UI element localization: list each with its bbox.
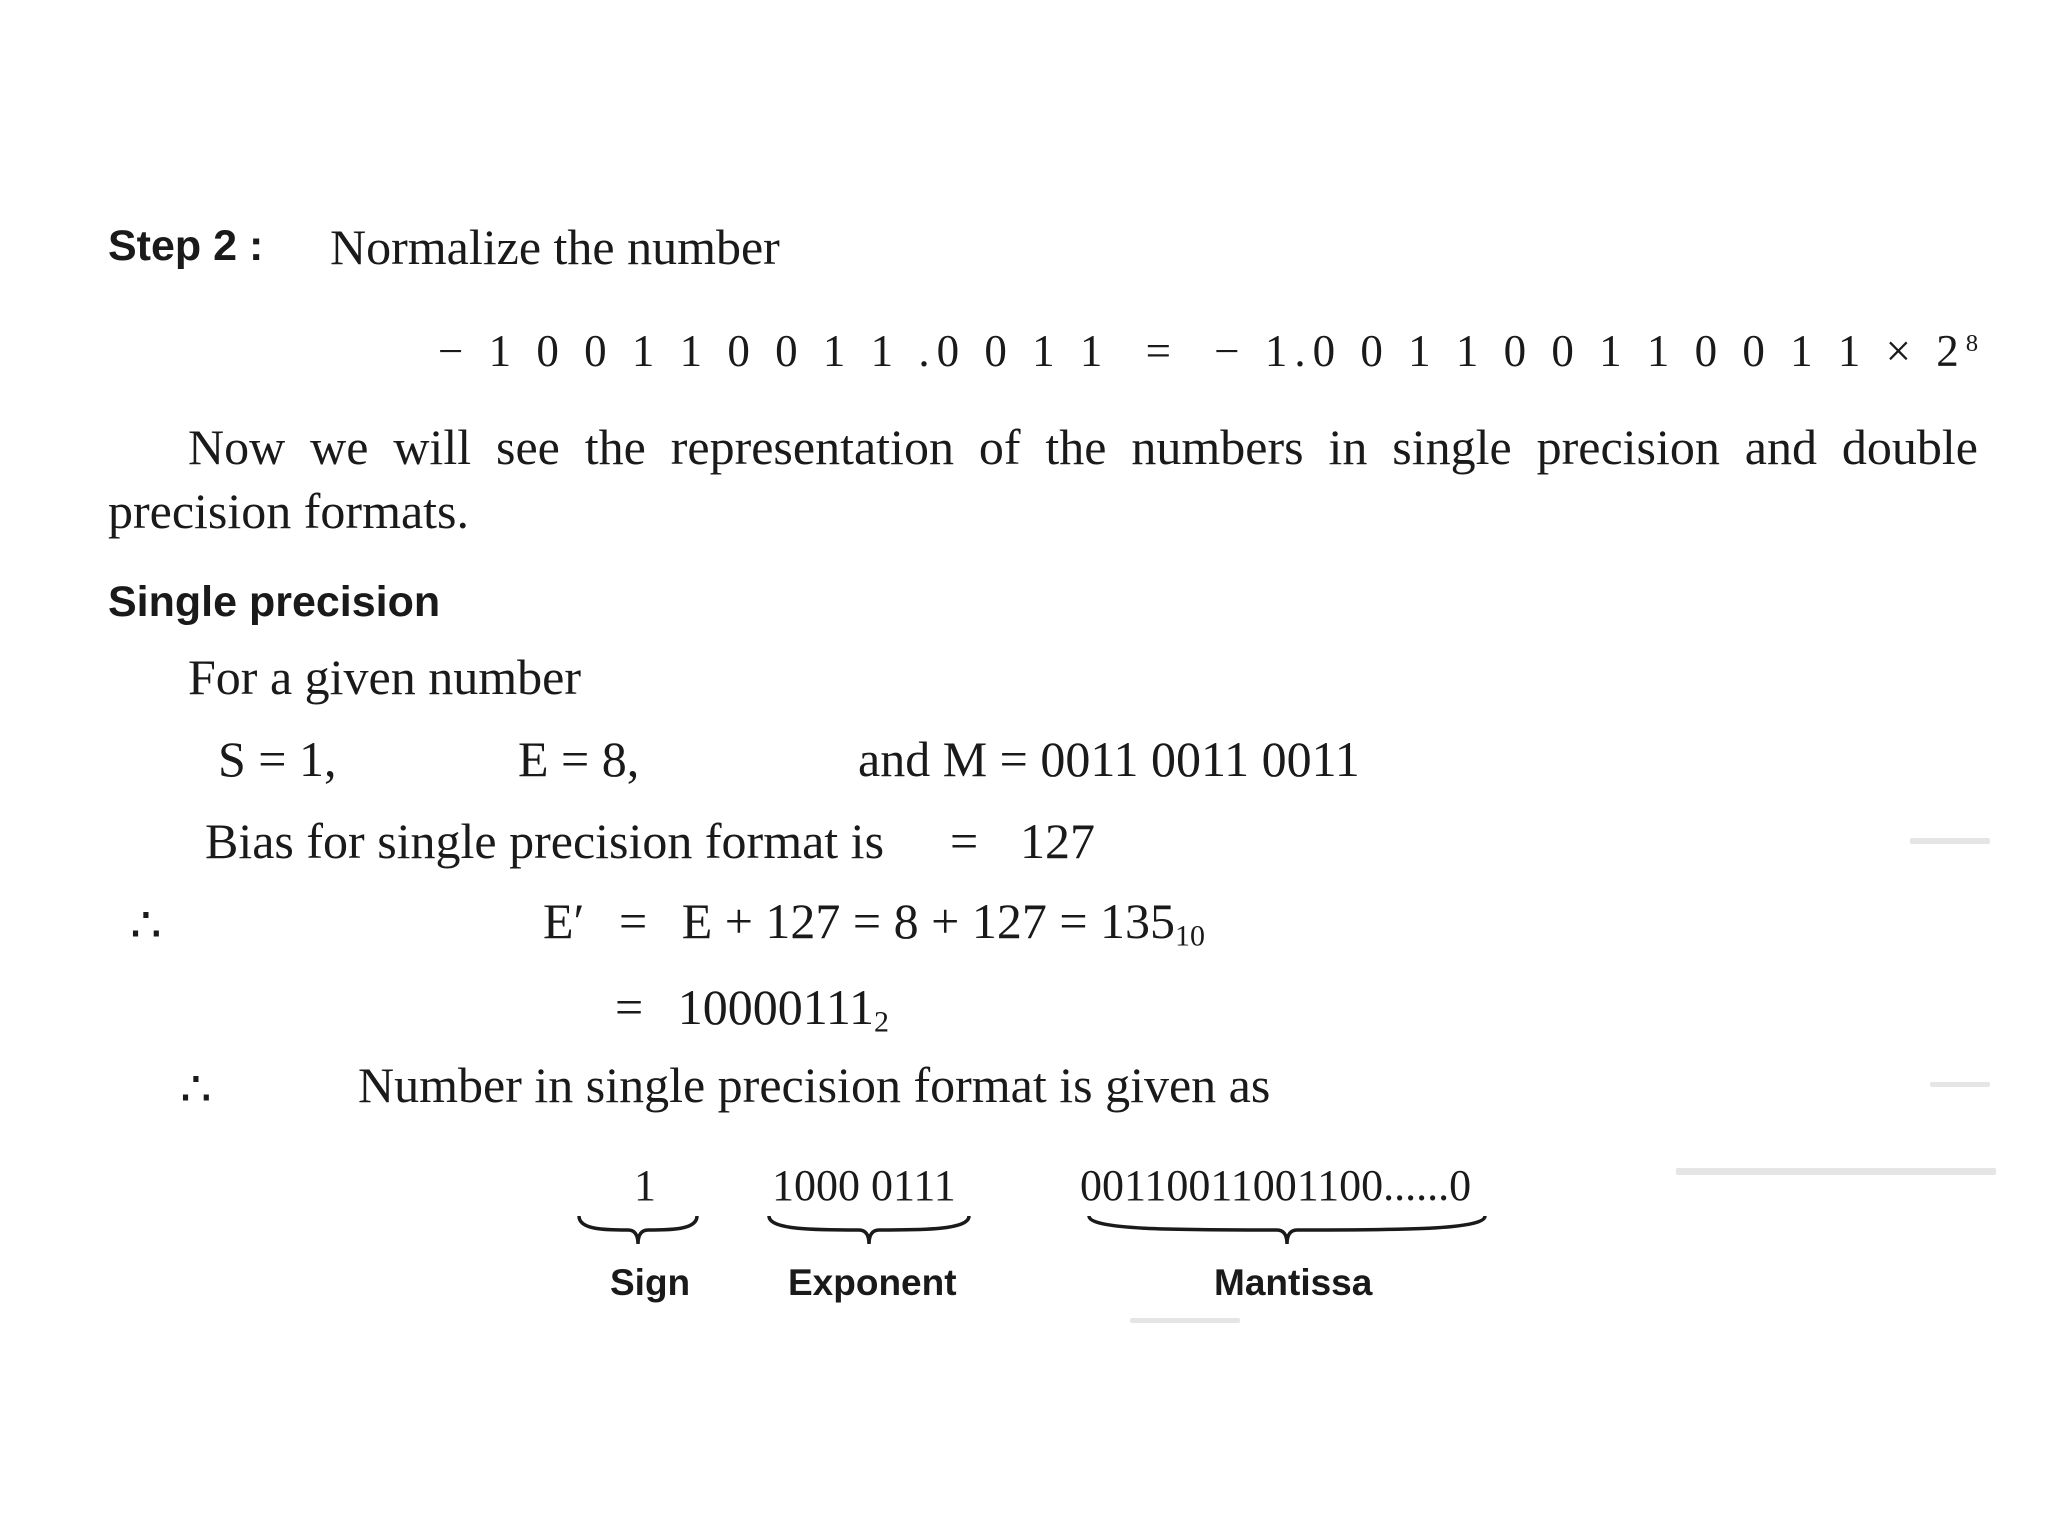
bias-text: Bias for single precision format is (205, 813, 885, 869)
scan-artifact (1130, 1318, 1240, 1323)
exponent-bits: 1000 0111 (772, 1161, 956, 1210)
result-text: Number in single precision format is given as (358, 1057, 1271, 1113)
scan-artifact (1910, 838, 1990, 844)
exp-calc-base-10: 10 (1175, 919, 1206, 953)
exponent-label: Exponent (788, 1262, 957, 1303)
given-text: For a given number (188, 649, 581, 705)
mantissa-brace (1086, 1212, 1488, 1248)
exponent-brace (766, 1212, 972, 1248)
exp-calc-base-2: 2 (874, 1005, 889, 1039)
exp-calc-equals-2: = (615, 979, 644, 1035)
intro-line-2: precision formats. (108, 483, 470, 539)
sign-brace (576, 1212, 700, 1248)
normalization-lhs: − 1 0 0 1 1 0 0 1 1 .0 0 1 1 (438, 326, 1110, 376)
bias-equals: = (950, 813, 979, 869)
given-m: and M = 0011 0011 0011 (858, 731, 1360, 787)
exp-calc-expr: E + 127 = 8 + 127 = 135 (681, 893, 1176, 949)
exp-calc-binary: 10000111 (677, 979, 874, 1035)
scan-artifact (1930, 1082, 1990, 1087)
sign-bits: 1 (634, 1161, 656, 1210)
exp-calc-lhs: E′ (543, 893, 585, 949)
mantissa-bits: 00110011001100......0 (1080, 1161, 1472, 1210)
sign-label: Sign (610, 1262, 691, 1303)
mantissa-label: Mantissa (1214, 1262, 1373, 1303)
intro-line-1: Now we will see the representation of the numbers in single precision and double (188, 419, 1978, 475)
given-e: E = 8, (518, 731, 640, 787)
therefore-symbol-2: ∴ (180, 1061, 212, 1117)
section-title: Single precision (108, 578, 441, 626)
exp-calc-equals-1: = (618, 893, 648, 949)
therefore-symbol-1: ∴ (130, 897, 162, 953)
step-text: Normalize the number (330, 219, 780, 275)
step-label: Step 2 : (108, 222, 264, 270)
normalization-exponent: 8 (1965, 330, 1979, 358)
given-s: S = 1, (218, 731, 337, 787)
normalization-equals: = (1145, 326, 1179, 376)
normalization-rhs: − 1.0 0 1 1 0 0 1 1 0 0 1 1 × 2 (1214, 326, 1966, 376)
bias-value: 127 (1020, 813, 1095, 869)
scan-artifact (1676, 1168, 1996, 1175)
